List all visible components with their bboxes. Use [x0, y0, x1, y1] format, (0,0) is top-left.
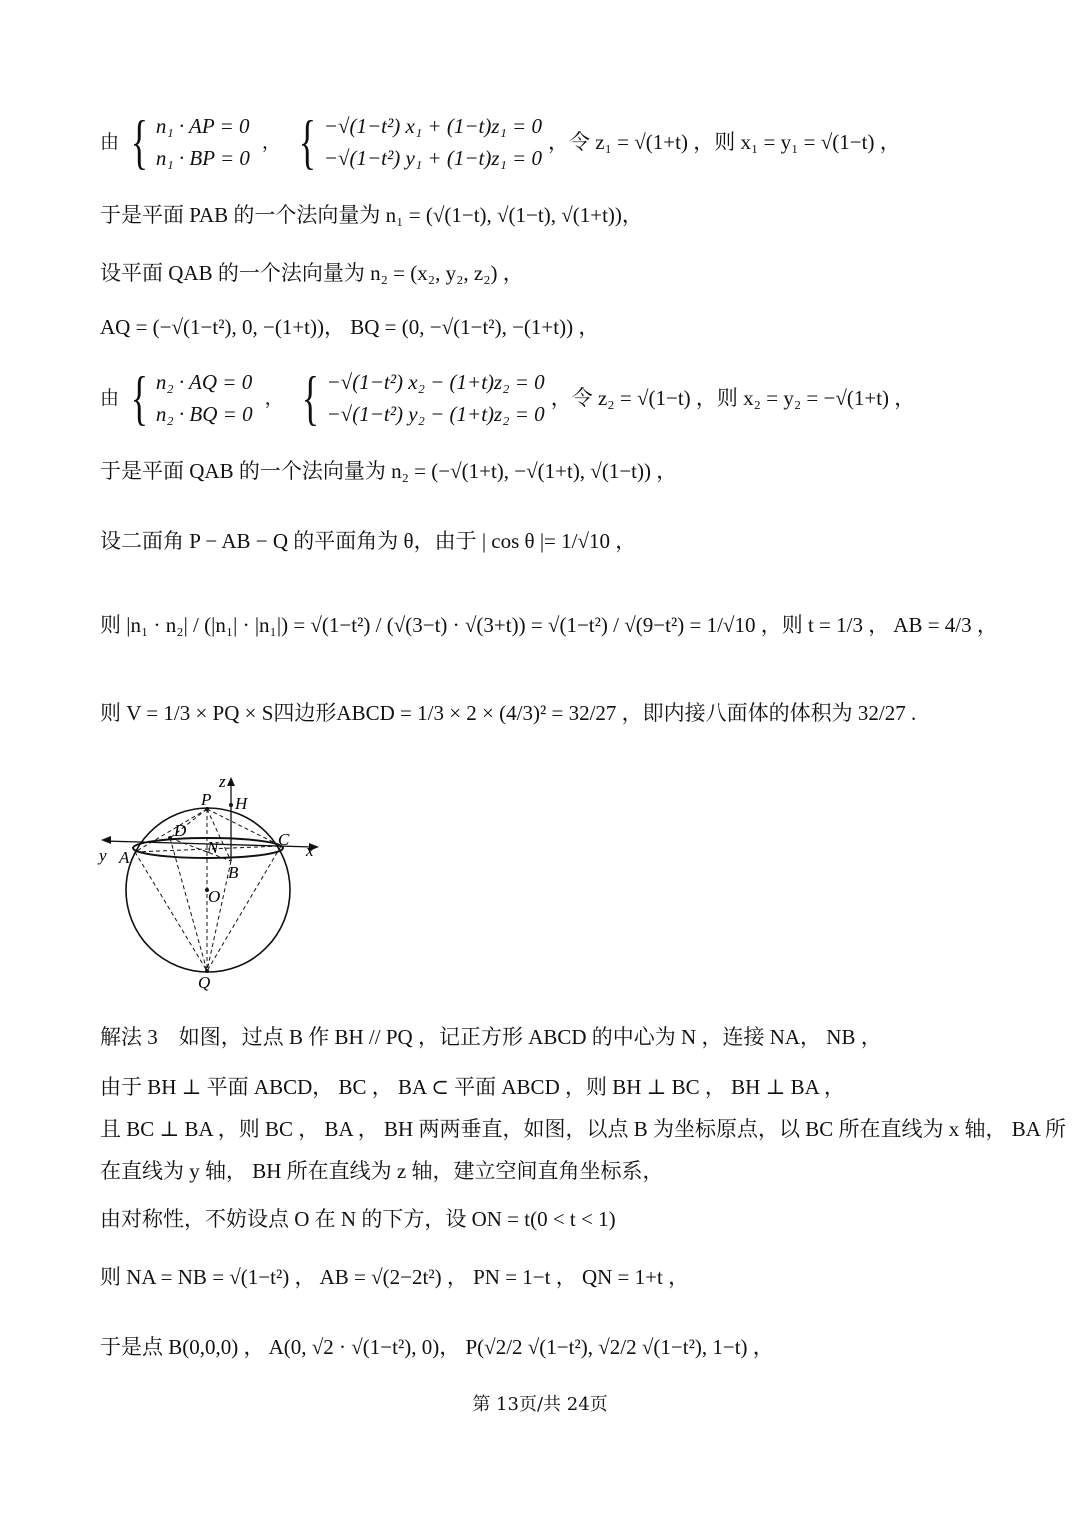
- system-4-eq-a: −√(1−t²) x₂ − (1+t)z₂ = 0: [326, 370, 545, 394]
- label-Q: Q: [198, 973, 211, 992]
- y-arrow-icon: [101, 836, 111, 844]
- line-14: 由对称性，不妨设点 O 在 N 的下方，设 ON = t(0 < t < 1): [100, 1207, 616, 1231]
- line-5-prefix: 由: [100, 387, 120, 409]
- label-z: z: [219, 775, 226, 791]
- system-1-eq-a: n₁ · AP = 0: [155, 114, 250, 138]
- line-5-tail: ，令 z₂ = √(1−t) ，则 x₂ = y₂ = −√(1+t) ，: [550, 386, 916, 410]
- system-2: { −√(1−t²) x₁ + (1−t)z₁ = 0 −√(1−t²) y₁ + (1−t)z₁ = 0: [298, 109, 542, 175]
- label-x: x: [306, 841, 314, 860]
- line-4: AQ = (−√(1−t²), 0, −(1+t))， BQ = (0, −√(1−t²), −(1+t)) ，: [100, 315, 600, 339]
- system-3: { n₂ · AQ = 0 n₂ · BQ = 0: [130, 365, 253, 431]
- z-arrow-icon: [227, 777, 235, 786]
- label-D: D: [174, 821, 187, 840]
- label-H: H: [235, 794, 248, 813]
- label-C: C: [278, 830, 290, 849]
- line-8: 则 |n₁ · n₂| / (|n₁| · |n₁|) = √(1−t²) / (√(3−t) · √(3+t)) = √(1−t²) / √(9−t²) = 1/√10 ，则 t = 1/3 ， AB = 4/3 ，: [100, 613, 998, 637]
- label-A: A: [119, 848, 130, 867]
- line-11: 由于 BH ⊥ 平面 ABCD， BC ， BA ⊂ 平面 ABCD ，则 BH ⊥ BC ， BH ⊥ BA ，: [100, 1075, 845, 1099]
- label-O: O: [208, 887, 221, 906]
- system-1: { n₁ · AP = 0 n₁ · BP = 0: [130, 109, 250, 175]
- line-7: 设二面角 P − AB − Q 的平面角为 θ，由于 | cos θ |= 1/√10 ，: [100, 529, 637, 553]
- line-16: 于是点 B(0,0,0) ， A(0, √2 · √(1−t²), 0)， P(√2/2 √(1−t²), √2/2 √(1−t²), 1−t) ，: [100, 1335, 774, 1359]
- label-B: B: [228, 863, 239, 882]
- label-P: P: [201, 790, 212, 809]
- line-2: 于是平面 PAB 的一个法向量为 n₁ = (√(1−t), √(1−t), √(1+t))，: [100, 203, 643, 227]
- system-3-eq-a: n₂ · AQ = 0: [155, 370, 253, 394]
- line-1-tail: ，令 z₁ = √(1+t) ，则 x₁ = y₁ = √(1−t) ，: [548, 130, 901, 154]
- page-footer: 第 13页/共 24页: [472, 1394, 608, 1415]
- line-1-prefix: 由: [100, 131, 120, 153]
- label-y: y: [99, 846, 107, 865]
- line-3: 设平面 QAB 的一个法向量为 n₂ = (x₂, y₂, z₂) ，: [100, 261, 524, 285]
- system-1-eq-b: n₁ · BP = 0: [155, 146, 250, 170]
- line-9: 则 V = 1/3 × PQ × S四边形ABCD = 1/3 × 2 × (4/3)² = 32/27 ，即内接八面体的体积为 32/27 .: [100, 701, 917, 725]
- line-10: 解法 3 如图，过点 B 作 BH // PQ ，记正方形 ABCD 的中心为 N ，连接 NA， NB ，: [100, 1025, 882, 1049]
- system-2-eq-a: −√(1−t²) x₁ + (1−t)z₁ = 0: [323, 114, 542, 138]
- line-6: 于是平面 QAB 的一个法向量为 n₂ = (−√(1+t), −√(1+t), √(1−t)) ，: [100, 459, 678, 483]
- system-4-eq-b: −√(1−t²) y₂ − (1+t)z₂ = 0: [326, 402, 545, 426]
- system-3-eq-b: n₂ · BQ = 0: [155, 402, 253, 426]
- system-2-eq-b: −√(1−t²) y₁ + (1−t)z₁ = 0: [323, 146, 542, 170]
- sphere-figure: [95, 775, 335, 995]
- line-15: 则 NA = NB = √(1−t²) ， AB = √(2−2t²) ， PN = 1−t ， QN = 1+t ，: [100, 1265, 690, 1289]
- line-1: 由 { n₁ · AP = 0 n₁ · BP = 0 ， { −√(1−t²) x₁ + (1−t)z₁ = 0 −√(1−t²) y₁ + (1−t)z₁ = 0 ，令 z₁ = √(1+t) ，则 x₁ = y₁ = √(1−t) ，: [100, 109, 901, 175]
- line-5: 由 { n₂ · AQ = 0 n₂ · BQ = 0 ， { −√(1−t²) x₂ − (1+t)z₂ = 0 −√(1−t²) y₂ − (1+t)z₂ = 0 ，令 z₂ = √(1−t) ，则 x₂ = y₂ = −√(1+t) ，: [100, 365, 916, 431]
- line-13: 在直线为 y 轴， BH 所在直线为 z 轴，建立空间直角坐标系，: [100, 1159, 664, 1183]
- label-N: N: [207, 838, 219, 857]
- system-4: { −√(1−t²) x₂ − (1+t)z₂ = 0 −√(1−t²) y₂ − (1+t)z₂ = 0: [301, 365, 545, 431]
- line-12: 且 BC ⊥ BA ，则 BC ， BA ， BH 两两垂直，如图，以点 B 为坐标原点，以 BC 所在直线为 x 轴， BA 所: [100, 1117, 1067, 1141]
